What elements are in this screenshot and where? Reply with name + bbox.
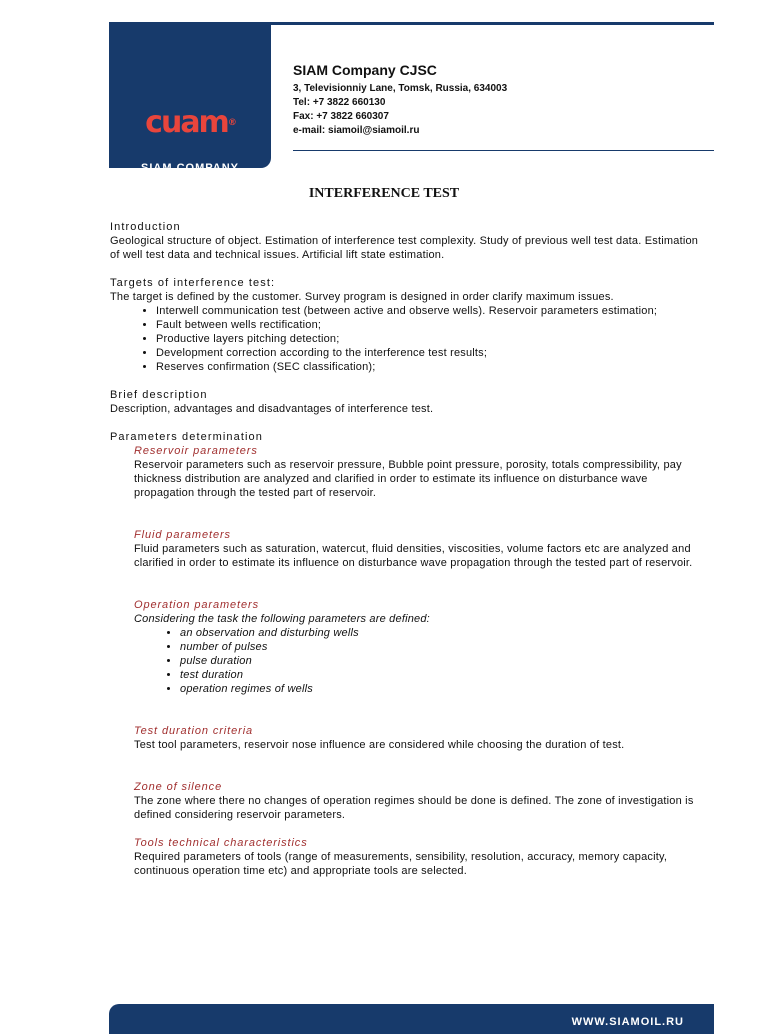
section-heading: Parameters determination — [110, 431, 263, 443]
company-address: 3, Televisionniy Lane, Tomsk, Russia, 634003 — [293, 83, 508, 94]
targets-list — [110, 304, 710, 374]
list-item: • Productive layers pitching detection; — [156, 332, 710, 346]
list-item: • test duration — [180, 668, 710, 682]
list-item: • Reserves confirmation (SEC classification); — [156, 360, 710, 374]
subsection-title: Tools technical characteristics — [134, 837, 308, 849]
list-item: • operation regimes of wells — [180, 682, 710, 696]
subsection-duration — [110, 724, 710, 752]
section-parameters — [110, 430, 710, 878]
logo-mark: cuam® — [145, 105, 237, 140]
subsection-reservoir — [110, 444, 710, 500]
footer-url[interactable]: WWW.SIAMOIL.RU — [571, 1016, 684, 1028]
subsection-title: Reservoir parameters — [134, 445, 258, 457]
subsection-operation — [110, 598, 710, 696]
footer-bar — [109, 1004, 714, 1034]
section-brief — [110, 388, 710, 416]
subsection-title: Zone of silence — [134, 781, 223, 793]
section-heading: Brief description — [110, 389, 208, 401]
company-name: SIAM Company CJSC — [293, 62, 437, 78]
company-email[interactable]: e-mail: siamoil@siamoil.ru — [293, 125, 420, 136]
list-item: • pulse duration — [180, 654, 710, 668]
section-introduction — [110, 220, 710, 262]
section-text: Geological structure of object. Estimation of interference test complexity. Study of previous well test data. Estimation of well test data and technical issues. Artificial lift state estimation. — [110, 235, 699, 261]
subsection-text: The zone where there no changes of operation regimes should be done is defined. The zone of investigation is defined considering reservoir parameters. — [134, 795, 694, 821]
subsection-title: Fluid parameters — [134, 529, 231, 541]
subsection-title: Test duration criteria — [134, 725, 254, 737]
company-logo — [109, 22, 271, 174]
subsection-text: Fluid parameters such as saturation, watercut, fluid densities, viscosities, volume factors etc are analyzed and clarified in order to estimate its influence on disturbance wave propagation through the tested part of reservoir. — [134, 543, 693, 569]
list-item: • Fault between wells rectification; — [156, 318, 710, 332]
company-contact-block — [293, 62, 507, 138]
subsection-text: Considering the task the following parameters are defined: — [134, 613, 430, 625]
section-targets — [110, 276, 710, 374]
document-body — [110, 220, 710, 878]
list-item: • an observation and disturbing wells — [180, 626, 710, 640]
document-title: INTERFERENCE TEST — [308, 186, 460, 201]
subsection-text: Reservoir parameters such as reservoir pressure, Bubble point pressure, porosity, totals compressibility, pay thickness distribution are analyzed and clarified in order to estimate its influence on disturbance wave propagation through the tested part of reservoir. — [134, 459, 682, 499]
section-text: The target is defined by the customer. Survey program is designed in order clarify maximum issues. — [110, 291, 614, 303]
section-heading: Introduction — [110, 221, 181, 233]
operation-list — [134, 626, 710, 696]
logo-text: SIAM COMPANY — [141, 162, 239, 174]
subsection-silence — [110, 780, 710, 822]
subsection-fluid — [110, 528, 710, 570]
subsection-tools — [110, 836, 710, 878]
company-fax: Fax: +7 3822 660307 — [293, 111, 389, 122]
subsection-title: Operation parameters — [134, 599, 259, 611]
section-text: Description, advantages and disadvantages of interference test. — [110, 403, 434, 415]
section-heading: Targets of interference test: — [110, 277, 276, 289]
list-item: • number of pulses — [180, 640, 710, 654]
subsection-text: Required parameters of tools (range of measurements, sensibility, resolution, accuracy, memory capacity, continuous operation time etc) and appropriate tools are selected. — [134, 851, 668, 877]
subsection-text: Test tool parameters, reservoir nose influence are considered while choosing the duration of test. — [134, 739, 625, 751]
list-item: • Development correction according to the interference test results; — [156, 346, 710, 360]
company-tel: Tel: +7 3822 660130 — [293, 97, 386, 108]
header-divider — [293, 150, 714, 151]
list-item: • Interwell communication test (between active and observe wells). Reservoir parameters estimation; — [156, 304, 710, 318]
